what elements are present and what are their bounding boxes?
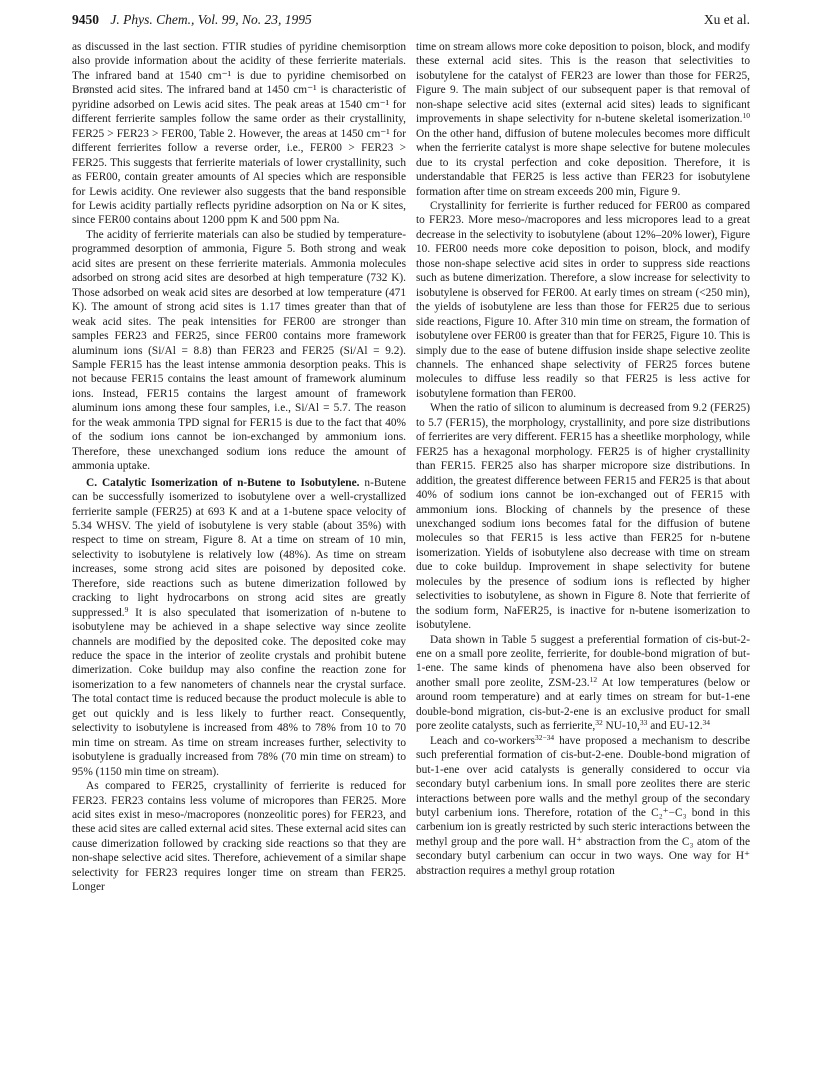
paragraph-text: have proposed a mechanism to describe such preferential formation of cis-but-2-ene. Double-bond migration of but-1-ene over acid catalysts is generally considered to occur via secondary butyl carbenium ions. In small pore zeolites there are steric interactions between pore walls and the methyl group of the secondary butyl carbenium ions. Therefore, rotation of the C₂⁺−C₃ bond in this carbenium ion is greatly restricted by such steric interactions between the methyl group and the pore wall. H⁺ abstraction from the C₃ atom of the secondary butyl carbenium can occur in two ways. One way for H⁺ abstraction requires a methyl group rotation [416, 734, 751, 877]
paragraph-text: At low temperatures (below or around room temperature) and at early times on stream for but-1-ene double-bond migration, cis-but-2-ene is an exclusive product for small pore zeolite catalysts, such as ferrierite, [416, 676, 750, 733]
citation-ref: 9 [124, 604, 129, 614]
left-column [72, 40, 406, 895]
header-left [72, 12, 312, 28]
page-number: 9450 [72, 12, 99, 27]
paragraph-ammonia-tpd: The acidity of ferrierite materials can also be studied by temperature-programmed desorption of ammonia, Figure 5. Both strong and weak acid sites are present on these ferrierite materials. Ammonia molecules adsorbed on strong acid sites are desorbed at high temperature (732 K). Those adsorbed on weak acid sites are desorbed at low temperature (471 K). The amount of strong acid sites is 1.17 times greater than that of weak acid sites. The peak intensities for FER00 are stronger than samples FER23 and FER25, since FER00 contains more framework aluminum ions (Si/Al = 8.8) than FER23 and FER25 (Si/Al = 9.2). Sample FER15 has the least intense ammonia desorption peaks. This is not because FER15 contains the least amount of framework aluminum ions. Instead, FER15 contains the largest amount of framework aluminum ions among these four samples, i.e., Si/Al = 5.7. The reason for the weak ammonia TPD signal for FER15 is due to the fact that 40% of the sodium ions cannot be ion-exchanged by ammonium ions. Therefore, these unexchanged sodium ions reduce the amount of ammonia uptake. [72, 228, 406, 473]
paragraph-text: Data shown in Table 5 suggest a preferential formation of cis-but-2-ene on a small pore zeolite, ferrierite, for double-bond migration of but-1-ene. The same kinds of phenomena have also been observed for another small pore zeolite, ZSM-23. [416, 633, 750, 689]
running-header [72, 12, 750, 36]
right-column [416, 40, 750, 878]
paragraph-text: and EU-12. [647, 720, 703, 733]
paragraph-text: n-Butene can be successfully isomerized to isobutylene over a well-crystallized ferrierite sample (FER25) at 693 K and at a 1-butene space velocity of 5.34 WHSV. The yield of isobutylene is very stable (about 35%) with respect to time on stream, Figure 8. At a time on stream of 10 min, selectivity to isobutylene is relatively low (48%). As time on stream increases, some strong acid sites are poisoned by deposited coke. Therefore, side reactions such as butene dimerization followed by cracking to light hydrocarbons on strong acid sites are greatly suppressed. [72, 476, 406, 619]
paragraph-text: NU-10, [602, 720, 640, 733]
paragraph-pyridine-ftir: as discussed in the last section. FTIR studies of pyridine chemisorption also provide information about the acidity of these ferrierite materials. The infrared band at 1540 cm⁻¹ is due to pyridine chemisorbed on Brønsted acid sites. The infrared band at 1450 cm⁻¹ is characteristic of pyridine adsorbed on Lewis acid sites. The peak areas at 1540 cm⁻¹ for different ferrierite samples follow the same order as their crystallinity, FER25 > FER23 > FER00, Table 2. However, the areas at 1450 cm⁻¹ for different ferrierites follow a reverse order, i.e., FER00 > FER23 > FER25. This suggests that ferrierite materials of lower crystallinity, such as FER00, contain greater amounts of Al species which are responsible for Lewis acidity. One reviewer also suggests that the band responsible for Lewis acidity partially reflects pyridine adsorption on Na or K sites, since FER00 contains about 1200 ppm K and 500 ppm Na. [72, 41, 406, 227]
citation-ref: 34 [702, 718, 711, 728]
paragraph-coke-deposition [416, 40, 750, 199]
citation-ref: 33 [639, 718, 648, 728]
paragraph-text: Leach and co-workers [430, 734, 535, 747]
paragraph-text: time on stream allows more coke deposition to poison, block, and modify these external acid sites. This is the reason that selectivities to isobutylene for the catalyst of FER23 are lower than those for FER25, Figure 9. The main subject of our subsequent paper is that removal of non-shape selective acid sites (external acid sites) leads to significant improvements in shape selectivity for n-butene skeletal isomerization. [416, 41, 750, 126]
section-heading: C. Catalytic Isomerization of n-Butene to Isobutylene. [86, 476, 360, 489]
citation-ref: 32 [595, 718, 603, 728]
journal-citation: J. Phys. Chem., Vol. 99, No. 23, 1995 [110, 12, 312, 27]
paragraph-fer00: Crystallinity for ferrierite is further reduced for FER00 as compared to FER23. More meso-/macropores and less micropores lead to a great decrease in the selectivity to isobutylene (about 12%–20% lower), Figure 10. FER00 needs more coke deposition to poison, block, and modify those non-shape selective acid sites in order to suppress side reactions such as butene dimerization. Therefore, a slow increase for selectivity to isobutylene is observed for FER00. At early times on stream (<250 min), the yields of isobutylene are less than those for FER25 due to serious side reactions, Figure 10. After 310 min time on stream, the formation of isobutylene over FER00 is greater than that for FER25, Figure 10. This is simply due to the ease of butene diffusion inside shape selective zeolite channels. The enhanced shape selectivity of FER25 forces butene molecules to diffuse less readily so that FER25 is less active for isobutylene formation than FER00. [416, 199, 750, 400]
citation-ref: 10 [742, 111, 750, 121]
authors: Xu et al. [703, 12, 750, 27]
citation-ref: 12 [589, 674, 598, 684]
paragraph-isomerization-fer25 [72, 476, 406, 780]
paragraph-leach-mechanism [416, 734, 750, 879]
paragraph-fer15: When the ratio of silicon to aluminum is decreased from 9.2 (FER25) to 5.7 (FER15), the morphology, crystallinity, and pore size distributions of ferrierites are very different. FER15 has a sheetlike morphology, while FER25 has a hexagonal morphology. FER25 is of higher crystallinity than FER15. FER25 also has sharper micropore size distributions. In addition, the greatest difference between FER15 and FER25 is that about 40% of sodium ions cannot be ion-exchanged out of FER15 with ammonium ions. Blocking of channels by the presence of these unexchanged sodium ions becomes fatal for the diffusion of butene molecules so that FER15 is less active than FER25 for n-butene isomerization. Yields of isobutylene also decrease with time on stream due to coke buildup. Improvement in shape selectivity for butene molecules by the presence of sodium ions is reflected by higher selectivities to isobutylene, as shown in Figure 8. Note that ferrierite of the sodium form, NaFER25, is inactive for n-butene isomerization to isobutylene. [416, 402, 750, 632]
paragraph-table5 [416, 633, 750, 734]
citation-ref: 32−34 [534, 732, 555, 742]
paragraph-text: It is also speculated that isomerization of n-butene to isobutylene may be achieved in a shape selective way since zeolite channels are modified by the deposited coke. The deposited coke may reduce the space in the interior of zeolite crystals and prohibit butene dimerization. Coke buildup may also confine the reaction zone for isomerization to a few nanometers of channels near the crystal surface. The total contact time is reduced because the product molecule is able to get out quickly and is less likely to further react. Consequently, selectivity to isobutylene is increased from 48% to 78% from 10 to 70 min time on stream. As time on stream increases further, selectivity to isobutylene is gradually increased from 78% (70 min time on stream) to 95% (1150 min time on stream). [72, 606, 406, 778]
paragraph-fer23: As compared to FER25, crystallinity of ferrierite is reduced for FER23. FER23 contains less volume of micropores than FER25. More acid sites exist in meso-/macropores (nonzeolitic pores) for FER23, and these acid sites are called external acid sites. These external acid sites can cause dimerization followed by cracking side reactions so that they are non-shape selective acid sites. Therefore, achievement of a similar shape selectivity for FER23 requires longer time on stream than FER25. Longer [72, 780, 406, 894]
paragraph-text: On the other hand, diffusion of butene molecules becomes more difficult when the ferrierite catalyst is more shape selective for butene molecules due to its crystal perfection and coke deposition. Therefore, it is understandable that FER25 is less active than FER23 for isobutylene formation after time on stream exceeds 200 min, Figure 9. [416, 127, 750, 198]
